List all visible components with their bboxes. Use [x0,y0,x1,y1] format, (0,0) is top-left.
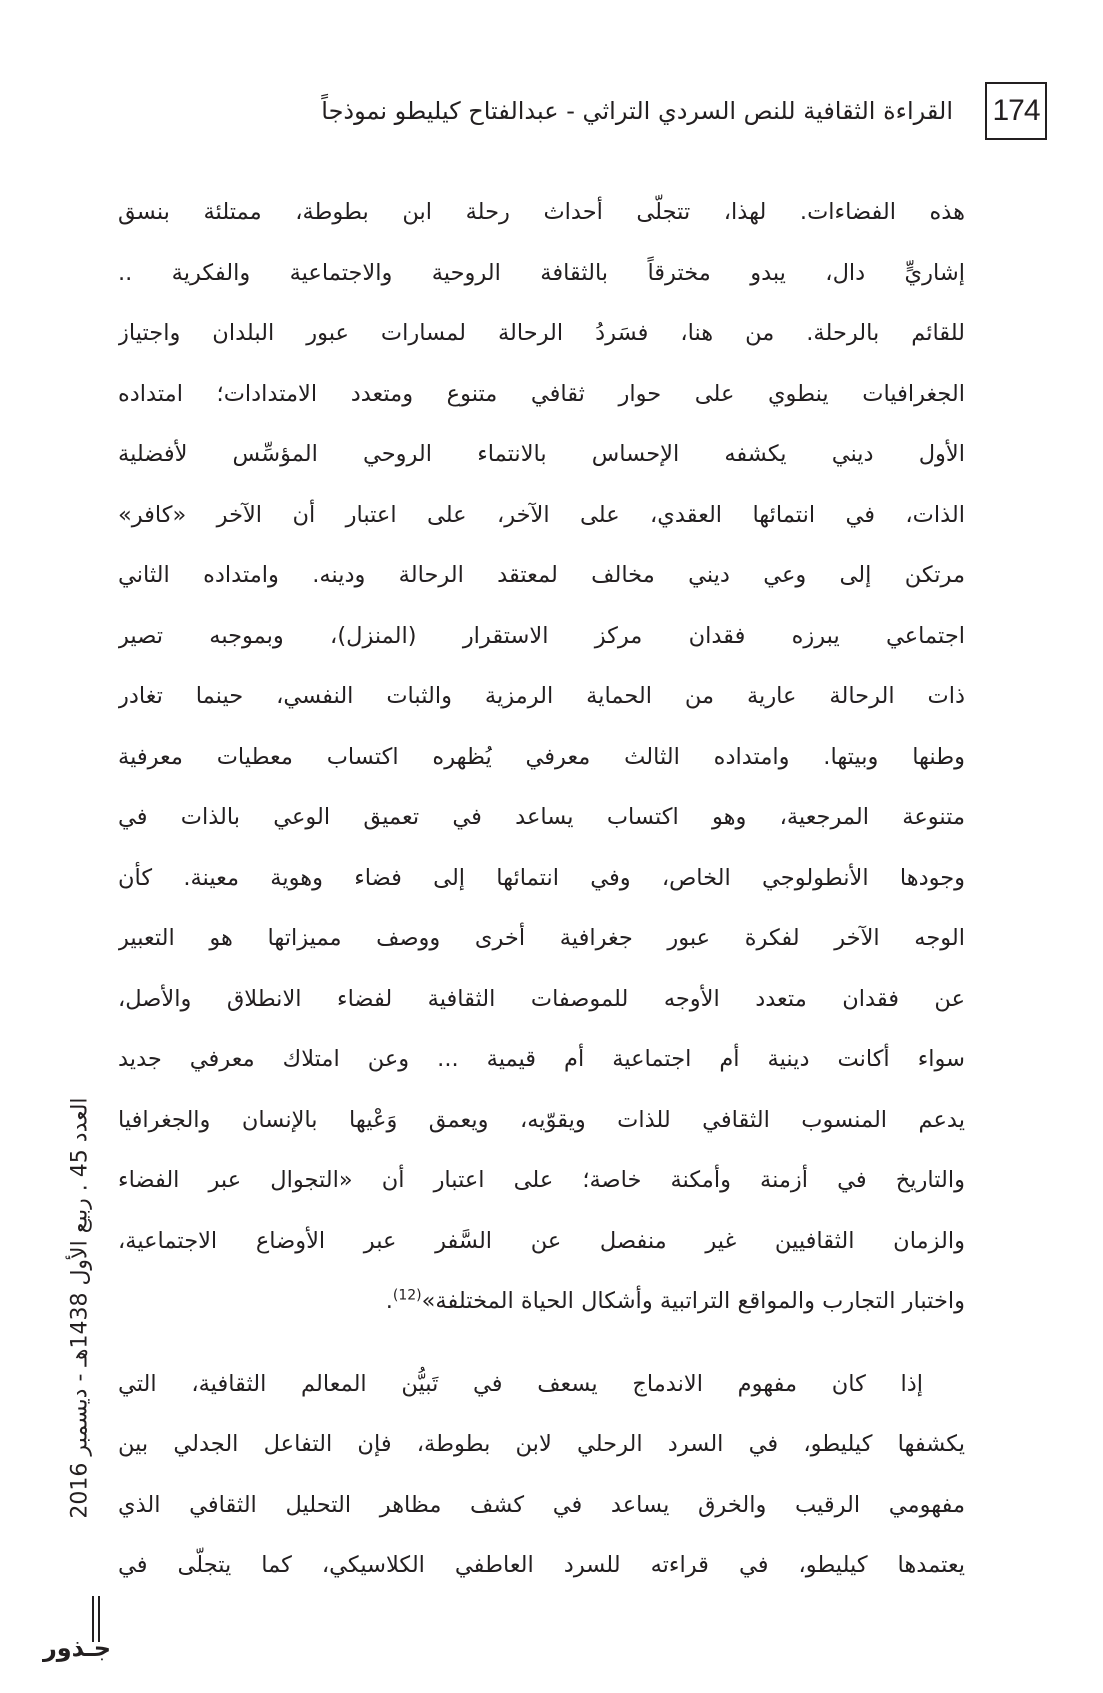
text-line: يكشفها كيليطو، في السرد الرحلي لابن بطوطة، فإن التفاعل الجدلي بين [118,1431,965,1457]
text-line: وطنها وبيتها. وامتداده الثالث معرفي يُظهره اكتساب معطيات معرفية [118,743,965,770]
text-line: الوجه الآخر لفكرة عبور جغرافية أخرى ووصف مميزاتها هو التعبير [118,925,965,951]
text-line: والزمان الثقافيين غير منفصل عن السَّفر عبر الأوضاع الاجتماعية، [118,1227,965,1254]
journal-logo: جـذور [42,1634,112,1662]
text-line: الجغرافيات ينطوي على حوار ثقافي متنوع ومتعدد الامتدادات؛ امتداده [118,380,965,407]
issue-info-text: العدد 45 . ربيع الأول 1438هـ - ديسمبر 2016 [67,1097,93,1519]
text-line: يدعم المنسوب الثقافي للذات ويقوّيه، ويعمق وَعْيها بالإنسان والجغرافيا [118,1106,965,1133]
text-line [118,1271,965,1332]
text-line: مفهومي الرقيب والخرق يساعد في كشف مظاهر التحليل الثقافي الذي [118,1491,965,1518]
text-line: الذات، في انتمائها العقدي، على الآخر، على اعتبار أن الآخر «كافر» [118,501,965,528]
text-line: إشاريٍّ دال، يبدو مخترقاً بالثقافة الروحية والاجتماعية والفكرية .. [118,259,965,286]
text-line: ذات الرحالة عارية من الحماية الرمزية والثبات النفسي، حينما تغادر [118,683,965,709]
page-number: 174 [985,82,1047,140]
text-line: للقائم بالرحلة. من هنا، فسَردُ الرحالة لمسارات عبور البلدان واجتياز [118,320,965,346]
footnote-reference: (12) [392,1287,422,1304]
text-line: الأول ديني يكشفه الإحساس بالانتماء الروحي المؤسِّس لأفضلية [118,441,965,467]
text-line: وجودها الأنطولوجي الخاص، وفي انتمائها إلى فضاء وهوية معينة. كأن [118,864,965,891]
article-body [118,182,965,1596]
text-line: والتاريخ في أزمنة وأمكنة خاصة؛ على اعتبار أن «التجوال عبر الفضاء [118,1167,965,1193]
text-line: إذا كان مفهوم الاندماج يسعف في تَبيُّن المعالم الثقافية، التي [118,1370,923,1397]
text-line-content: واختبار التجارب والمواقع التراتبية وأشكال الحياة المختلفة» [421,1288,965,1314]
text-line: اجتماعي يبرزه فقدان مركز الاستقرار (المنزل)، وبموجبه تصير [118,622,965,649]
text-line: متنوعة المرجعية، وهو اكتساب يساعد في تعميق الوعي بالذات في [118,804,965,830]
text-line: مرتكن إلى وعي ديني مخالف لمعتقد الرحالة ودينه. وامتداده الثاني [118,562,965,588]
text-line: هذه الفضاءات. لهذا، تتجلّى أحداث رحلة ابن بطوطة، ممتلئة بنسق [118,199,965,225]
sentence-end: . [385,1288,393,1314]
running-title: القراءة الثقافية للنص السردي التراثي - عبدالفتاح كيليطو نموذجاً [321,97,953,125]
text-line: سواء أكانت دينية أم اجتماعية أم قيمية ... وعن امتلاك معرفي جديد [118,1046,965,1072]
text-line: يعتمدها كيليطو، في قراءته للسرد العاطفي الكلاسيكي، كما يتجلّى في [118,1552,965,1578]
issue-info [50,1008,110,1608]
text-line: عن فقدان متعدد الأوجه للموصفات الثقافية لفضاء الانطلاق والأصل، [118,985,965,1012]
